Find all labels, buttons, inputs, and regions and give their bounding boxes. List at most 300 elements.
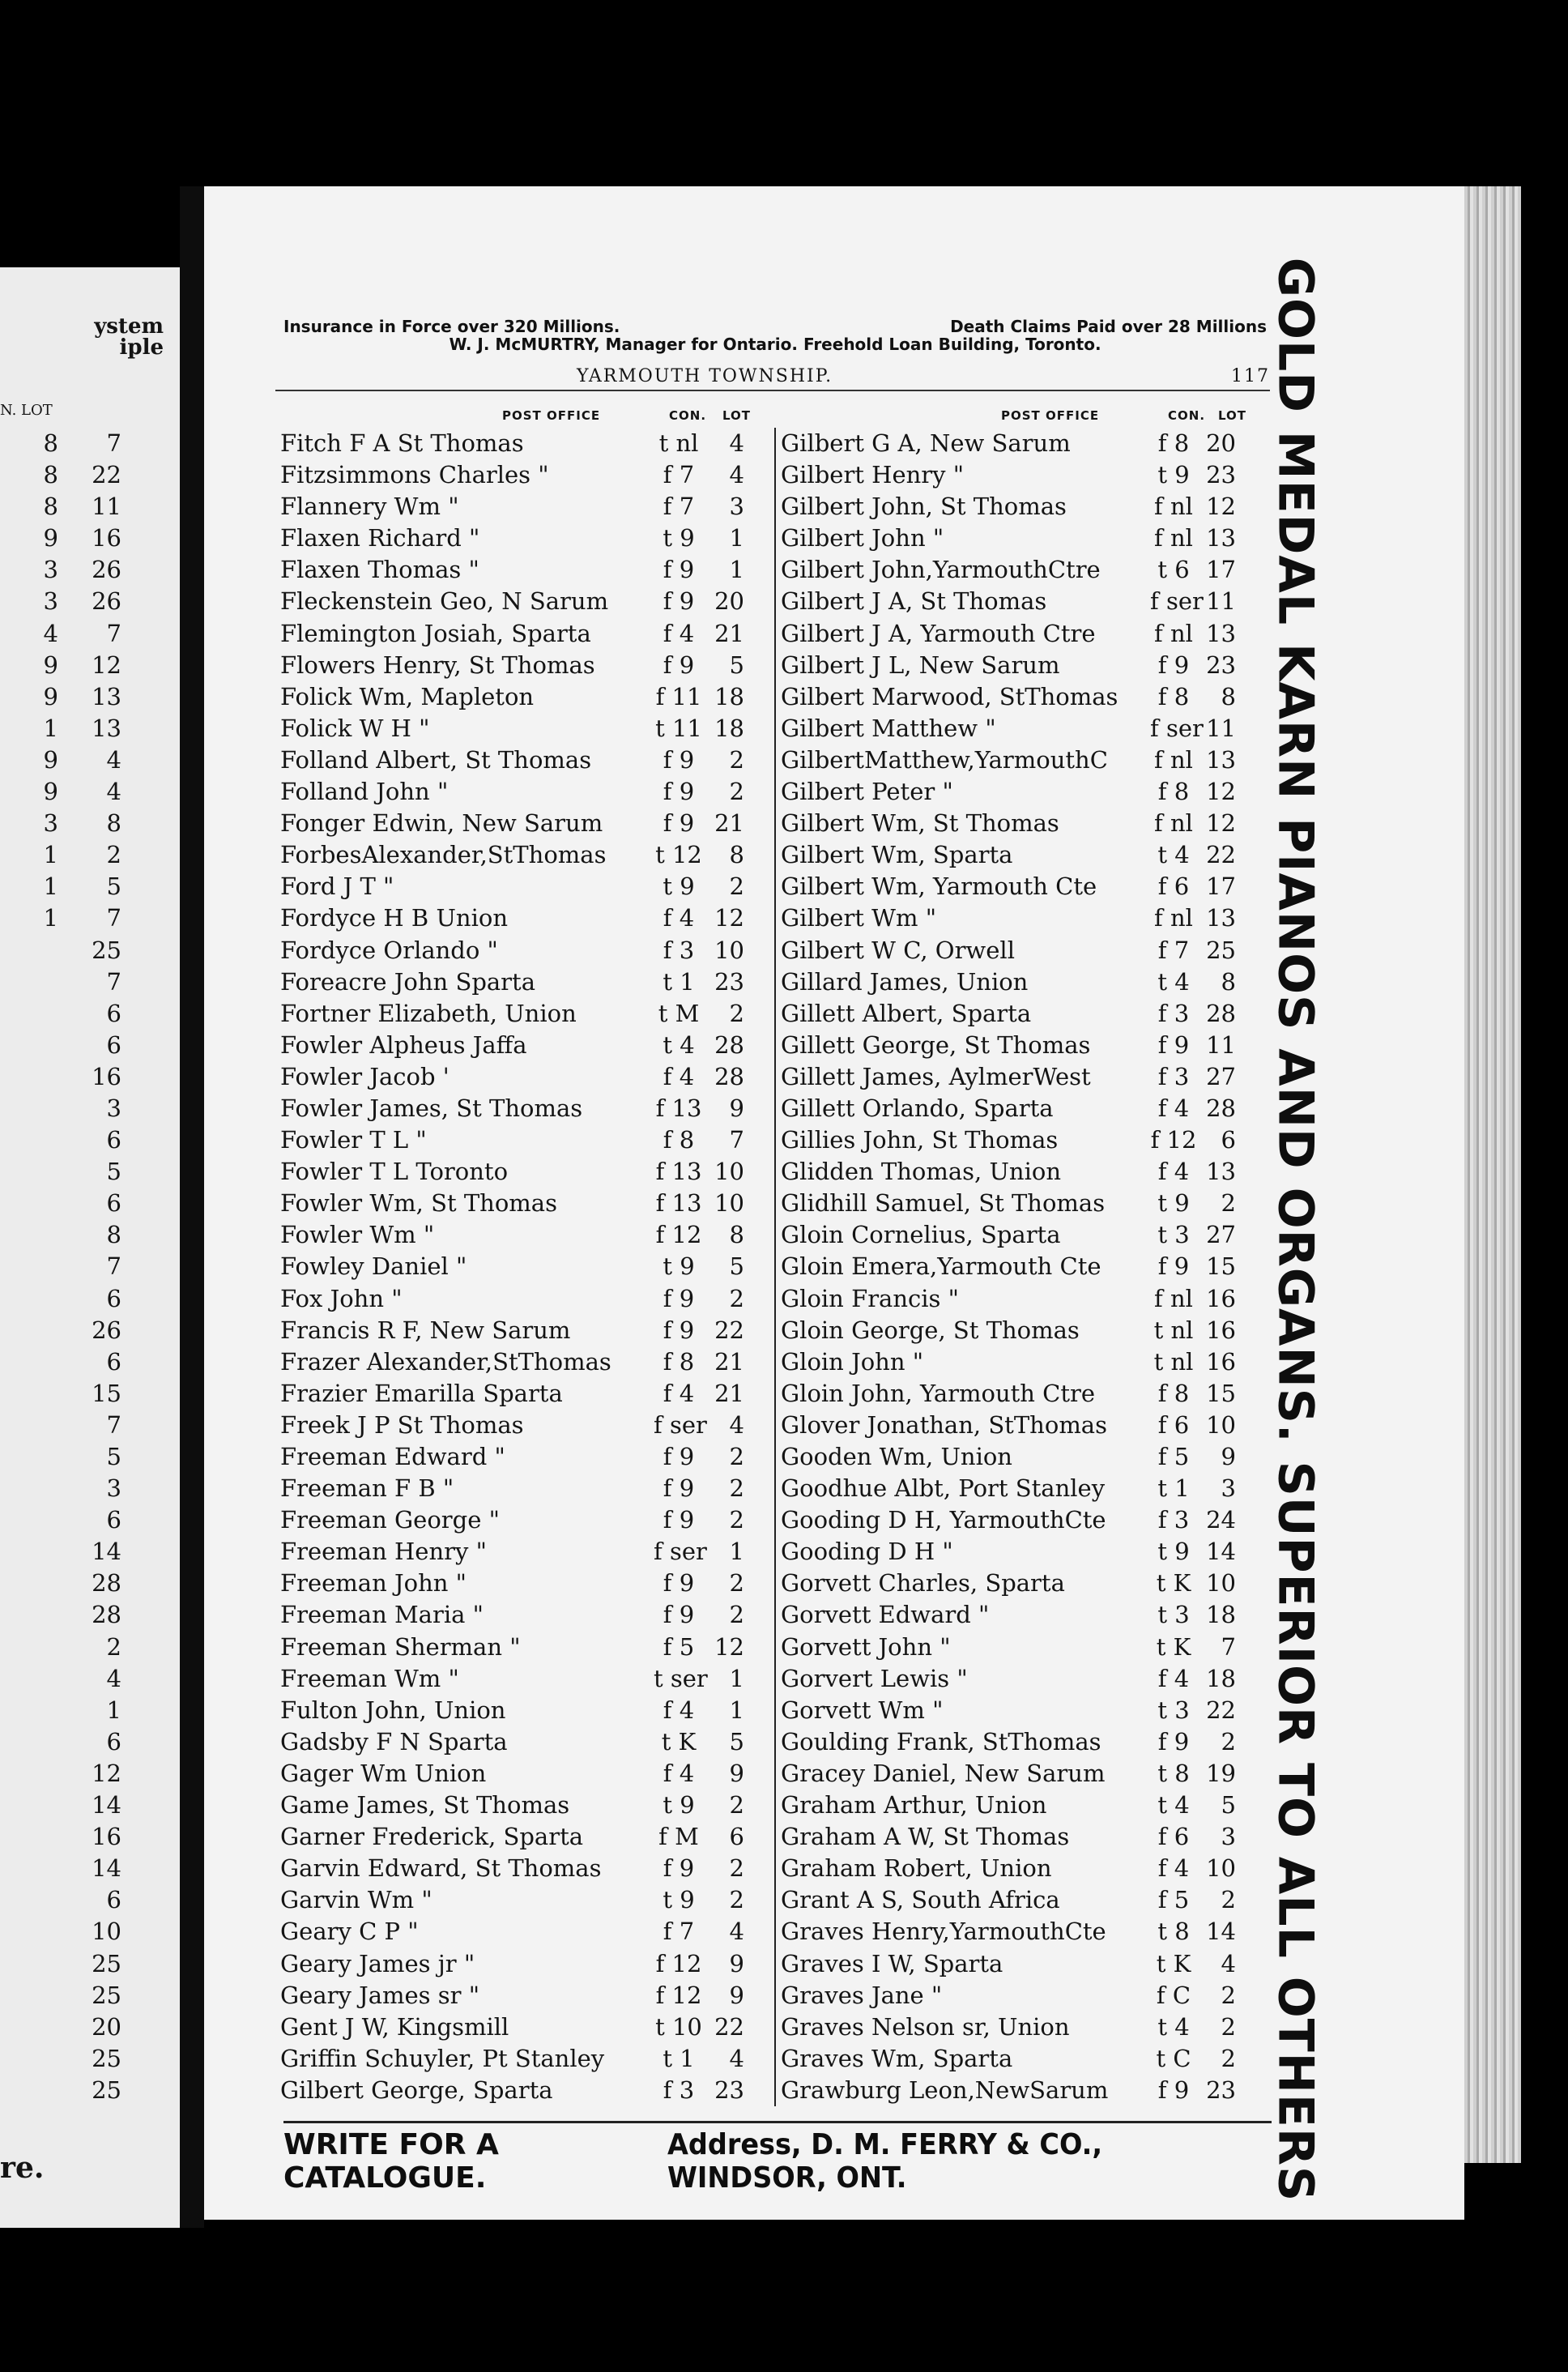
directory-entry [781,1663,1267,1695]
directory-entry [280,1632,774,1663]
facing-page-row [0,1599,180,1631]
facing-con: 8 [43,429,58,457]
facing-lot: 16 [92,524,121,552]
entry-con: f 13 [655,1094,702,1122]
entry-lot: 4 [729,1918,744,1946]
directory-entry [781,744,1267,776]
facing-con [0,2043,65,2075]
facing-page-row [0,1188,180,1219]
entry-name: Graves I W, Sparta [781,1949,1003,1977]
facing-page-row [0,1663,180,1695]
entry-name: Flaxen Richard " [280,524,480,552]
entry-con: f 4 [663,1062,695,1090]
header-death-claims: Death Claims Paid over 28 Millions [950,317,1267,336]
directory-entry [280,1758,774,1790]
entry-lot: 2 [729,745,744,774]
entry-lot: 21 [714,1347,744,1376]
directory-entry [781,808,1267,839]
directory-entry [280,1568,774,1599]
entry-name: Gloin Cornelius, Sparta [781,1221,1061,1249]
directory-entry [280,1410,774,1441]
directory-entry [280,1441,774,1473]
facing-con: 3 [43,587,58,616]
directory-entry [280,1156,774,1188]
directory-entry [781,428,1267,459]
entry-con: f 7 [663,493,695,521]
facing-con [0,998,65,1030]
entry-name: Freek J P St Thomas [280,1410,524,1439]
facing-page-row [0,1821,180,1853]
facing-lot: 2 [106,1632,121,1661]
facing-lot: 4 [106,778,121,806]
entry-lot: 14 [1206,1538,1236,1566]
entry-con: t 1 [1157,1474,1190,1503]
facing-con: 1 [43,714,58,742]
entry-name: Gilbert Wm " [781,904,937,932]
directory-entry [280,523,774,554]
facing-con [0,1251,65,1282]
entry-con: t 9 [663,872,695,901]
entry-lot: 17 [1206,556,1236,584]
directory-entry [781,1124,1267,1156]
right-col-header-con: CON. [1168,408,1206,423]
entry-lot: 1 [729,1538,744,1566]
directory-entry [280,681,774,713]
facing-con [0,1853,65,1884]
entry-con: t K [1156,1632,1191,1661]
facing-con [0,2075,65,2106]
directory-entry [280,2075,774,2106]
entry-lot: 10 [714,1158,744,1186]
entry-name: Graves Nelson sr, Union [781,2012,1070,2041]
facing-lot: 7 [106,619,121,647]
facing-page-row [0,2043,180,2075]
entry-lot: 25 [1206,936,1236,964]
entry-name: Gloin John, Yarmouth Ctre [781,1379,1096,1407]
facing-con: 9 [43,651,58,679]
directory-entry [280,935,774,966]
facing-page-row [0,1219,180,1251]
left-col-header-lot: LOT [722,408,752,423]
entry-con: t 9 [1157,1538,1190,1566]
entry-con: f ser [1150,587,1204,616]
directory-entry [781,935,1267,966]
directory-entry [781,839,1267,871]
entry-name: Folick W H " [280,714,430,742]
directory-entry [280,1980,774,2012]
entry-name: Gilbert J A, St Thomas [781,587,1047,616]
entry-lot: 10 [1206,1569,1236,1598]
entry-name: Gager Wm Union [280,1759,487,1787]
facing-con: 3 [43,556,58,584]
entry-name: Gooding D H " [781,1538,953,1566]
entry-name: Goulding Frank, StThomas [781,1727,1101,1756]
entry-con: f 9 [663,1506,695,1534]
entry-con: t 4 [1157,1791,1190,1820]
facing-page-values [0,428,180,2106]
entry-lot: 11 [1206,714,1236,742]
entry-con: f 8 [663,1347,695,1376]
directory-entry [781,1219,1267,1251]
directory-entry [781,586,1267,617]
entry-name: Fowler James, St Thomas [280,1094,583,1122]
entry-lot: 15 [1206,1252,1236,1281]
entry-con: f 9 [663,1474,695,1503]
entry-lot: 2 [729,872,744,901]
entry-name: Gracey Daniel, New Sarum [781,1759,1106,1787]
entry-name: Gilbert G A, New Sarum [781,429,1071,457]
facing-page-row [0,1124,180,1156]
entry-name: Fowler T L Toronto [280,1158,509,1186]
entry-lot: 2 [729,778,744,806]
entry-lot: 22 [714,1316,744,1344]
facing-con [0,1441,65,1473]
entry-lot: 2 [1221,2044,1236,2072]
entry-name: Gooding D H, YarmouthCte [781,1506,1106,1534]
facing-col-header: N. LOT [0,402,53,419]
entry-con: t 1 [663,2044,695,2072]
entry-lot: 23 [714,967,744,996]
entry-name: Gillard James, Union [781,967,1029,996]
entry-lot: 8 [729,841,744,869]
facing-con [0,1473,65,1504]
entry-name: Flemington Josiah, Sparta [280,619,591,647]
directory-entry [781,650,1267,681]
entry-con: t 4 [1157,2012,1190,2041]
facing-lot: 7 [106,967,121,996]
directory-entry [781,1473,1267,1504]
entry-con: f 3 [663,936,695,964]
entry-lot: 23 [1206,2076,1236,2104]
entry-con: t 3 [1157,1601,1190,1629]
facing-lot: 6 [106,1189,121,1218]
entry-name: Freeman F B " [280,1474,454,1503]
facing-con [0,1124,65,1156]
directory-entry [781,998,1267,1030]
entry-con: f nl [1154,745,1193,774]
entry-lot: 2 [729,1569,744,1598]
entry-name: Freeman George " [280,1506,500,1534]
entry-con: f 8 [663,1126,695,1154]
facing-lot: 25 [92,2076,121,2104]
entry-name: Graves Henry,YarmouthCte [781,1918,1106,1946]
directory-entry [280,966,774,998]
entry-con: f 9 [663,651,695,679]
entry-con: t K [1156,1569,1191,1598]
facing-page-row [0,428,180,459]
entry-name: ForbesAlexander,StThomas [280,841,607,869]
entry-name: Flaxen Thomas " [280,556,479,584]
entry-name: Folland John " [280,778,449,806]
facing-page-row [0,523,180,554]
entry-lot: 4 [729,2044,744,2072]
directory-entry [781,1093,1267,1124]
facing-page-row [0,1980,180,2012]
facing-page-row [0,1632,180,1663]
facing-lot: 6 [106,999,121,1027]
facing-con [0,1410,65,1441]
entry-lot: 11 [1206,1030,1236,1059]
directory-entry [781,1980,1267,2012]
entry-lot: 19 [1206,1759,1236,1787]
entry-name: Gilbert Matthew " [781,714,996,742]
entry-name: Gilbert Marwood, StThomas [781,682,1118,710]
entry-lot: 21 [714,1379,744,1407]
entry-lot: 8 [729,1221,744,1249]
facing-con: 3 [43,809,58,838]
directory-entry [781,1790,1267,1821]
directory-entry [781,554,1267,586]
facing-lot: 26 [92,587,121,616]
directory-entry [781,1156,1267,1188]
directory-entry [781,1726,1267,1758]
entry-name: Garvin Wm " [280,1886,432,1914]
directory-entry [280,1504,774,1536]
directory-entry [781,618,1267,650]
facing-con [0,1093,65,1124]
entry-lot: 4 [1221,1949,1236,1977]
entry-con: f 9 [663,1316,695,1344]
entry-con: f 4 [663,904,695,932]
entry-name: Gilbert John " [781,524,944,552]
directory-entry [280,1188,774,1219]
facing-lot: 12 [92,1759,121,1787]
facing-page-row [0,1061,180,1093]
facing-page-row [0,1790,180,1821]
entry-con: f 4 [1157,1094,1190,1122]
directory-entry [280,871,774,902]
entry-name: Glover Jonathan, StThomas [781,1410,1107,1439]
facing-lot: 25 [92,1981,121,2009]
entry-lot: 27 [1206,1062,1236,1090]
entry-con: f 9 [663,745,695,774]
facing-header-line2: iple [119,335,164,360]
entry-lot: 17 [1206,872,1236,901]
entry-name: Gorvett Edward " [781,1601,990,1629]
directory-entry [280,1030,774,1061]
directory-entry [280,1916,774,1948]
facing-con [0,1599,65,1631]
entry-con: f 3 [1157,1506,1190,1534]
facing-lot: 28 [92,1601,121,1629]
entry-lot: 4 [729,429,744,457]
entry-lot: 2 [729,1854,744,1883]
entry-name: Fulton John, Union [280,1696,506,1724]
facing-con [0,1378,65,1410]
entry-con: f 6 [1157,1410,1190,1439]
facing-lot: 11 [92,493,121,521]
directory-entry [280,776,774,808]
entry-name: Gloin John " [781,1347,924,1376]
entry-name: Freeman Sherman " [280,1632,521,1661]
entry-lot: 9 [729,1949,744,1977]
directory-entry [280,1251,774,1282]
entry-lot: 14 [1206,1918,1236,1946]
side-advertisement [1263,257,1327,2203]
facing-page-row [0,1441,180,1473]
entry-lot: 12 [1206,778,1236,806]
running-head [275,366,1270,391]
entry-name: Frazer Alexander,StThomas [280,1347,611,1376]
directory-entry [781,1315,1267,1346]
entry-lot: 22 [1206,841,1236,869]
entry-lot: 20 [1206,429,1236,457]
entry-con: t 8 [1157,1759,1190,1787]
entry-lot: 20 [714,587,744,616]
directory-entry [781,2012,1267,2043]
directory-entry [781,1378,1267,1410]
entry-name: Flowers Henry, St Thomas [280,651,595,679]
directory-entry [781,459,1267,491]
entry-con: f nl [1154,493,1193,521]
entry-lot: 18 [714,714,744,742]
facing-page-row [0,935,180,966]
facing-page-row [0,1410,180,1441]
entry-con: f 9 [663,587,695,616]
entry-lot: 4 [729,461,744,489]
facing-page-row [0,1346,180,1378]
entry-lot: 23 [1206,461,1236,489]
entry-con: f 4 [663,1696,695,1724]
entry-con: t C [1156,2044,1191,2072]
facing-page-row [0,902,180,934]
entry-name: Geary C P " [280,1918,419,1946]
entry-con: f 5 [1157,1443,1190,1470]
directory-entry [280,554,774,586]
facing-lot: 16 [92,1062,121,1090]
facing-page-row [0,1726,180,1758]
entry-con: t 6 [1157,556,1190,584]
facing-lot: 14 [92,1538,121,1566]
facing-lot: 8 [106,1221,121,1249]
entry-name: Gadsby F N Sparta [280,1727,508,1756]
facing-con [0,1283,65,1315]
entry-con: f 4 [663,1759,695,1787]
entry-con: t 3 [1157,1221,1190,1249]
facing-page-row [0,839,180,871]
facing-con [0,1536,65,1568]
directory-entry [280,808,774,839]
entry-con: f 4 [1157,1854,1190,1883]
facing-lot: 4 [106,745,121,774]
facing-con [0,1156,65,1188]
entry-lot: 7 [1221,1632,1236,1661]
entry-con: f 6 [1157,1823,1190,1851]
entry-con: f 5 [663,1632,695,1661]
facing-lot: 6 [106,1886,121,1914]
entry-con: f 9 [1157,651,1190,679]
facing-lot: 25 [92,1949,121,1977]
entry-con: f 9 [1157,1727,1190,1756]
facing-con [0,1346,65,1378]
entry-name: Garner Frederick, Sparta [280,1823,584,1851]
entry-con: f 8 [1157,778,1190,806]
directory-entry [280,1726,774,1758]
facing-con [0,1315,65,1346]
left-col-header-post-office: POST OFFICE [502,408,601,423]
entry-lot: 2 [1221,1981,1236,2009]
entry-con: f 5 [1157,1886,1190,1914]
entry-name: Gooden Wm, Union [781,1443,1012,1470]
directory-entry [781,1884,1267,1916]
facing-lot: 6 [106,1126,121,1154]
entry-name: Fowler T L " [280,1126,427,1154]
entry-name: GilbertMatthew,YarmouthC [781,745,1108,774]
facing-con: 8 [43,493,58,521]
entry-name: Game James, St Thomas [280,1791,570,1820]
directory-entry [781,1695,1267,1726]
entry-name: Ford J T " [280,872,394,901]
entry-lot: 9 [729,1759,744,1787]
entry-con: f 3 [1157,999,1190,1027]
entry-name: Fowler Wm " [280,1221,435,1249]
entry-con: f 8 [1157,429,1190,457]
directory-entry [280,1790,774,1821]
facing-con: 9 [43,524,58,552]
facing-con [0,1663,65,1695]
entry-lot: 16 [1206,1347,1236,1376]
directory-entry [781,1441,1267,1473]
directory-entry [280,1093,774,1124]
facing-lot: 12 [92,651,121,679]
entry-name: Folland Albert, St Thomas [280,745,592,774]
entry-name: Freeman Maria " [280,1601,484,1629]
directory-entry [280,1884,774,1916]
facing-lot: 25 [92,2044,121,2072]
facing-con [0,1568,65,1599]
entry-name: Fleckenstein Geo, N Sarum [280,587,609,616]
footer-advertisement [283,2121,1272,2195]
facing-lot: 14 [92,1791,121,1820]
directory-entry [781,1821,1267,1853]
entry-con: f 11 [655,682,702,710]
facing-con [0,966,65,998]
facing-lot: 5 [106,1158,121,1186]
entry-name: Freeman Henry " [280,1538,487,1566]
entry-con: t K [1156,1949,1191,1977]
facing-lot: 3 [106,1094,121,1122]
entry-lot: 5 [729,651,744,679]
entry-con: f 9 [663,1854,695,1883]
facing-page-row [0,966,180,998]
facing-con: 1 [43,904,58,932]
facing-page-row [0,1884,180,1916]
entry-lot: 1 [729,1696,744,1724]
facing-con [0,1948,65,1980]
entry-name: Gilbert J A, Yarmouth Ctre [781,619,1096,647]
facing-con [0,2012,65,2043]
directory-entry [280,1853,774,1884]
entry-name: Fowler Jacob ' [280,1062,450,1090]
entry-name: Fowler Wm, St Thomas [280,1189,557,1218]
entry-lot: 15 [1206,1379,1236,1407]
entry-con: f 12 [655,1949,702,1977]
facing-page-row [0,1378,180,1410]
entry-lot: 28 [1206,999,1236,1027]
footer-catalogue: WRITE FOR A CATALOGUE. [283,2128,499,2195]
directory-entry [781,1346,1267,1378]
directory-entry [781,776,1267,808]
entry-lot: 1 [729,524,744,552]
entry-con: f 9 [1157,2076,1190,2104]
entry-lot: 13 [1206,619,1236,647]
entry-con: f 13 [655,1189,702,1218]
directory-entry [280,1536,774,1568]
facing-lot: 13 [92,714,121,742]
facing-con: 9 [43,682,58,710]
facing-page-row [0,871,180,902]
entry-lot: 28 [1206,1094,1236,1122]
